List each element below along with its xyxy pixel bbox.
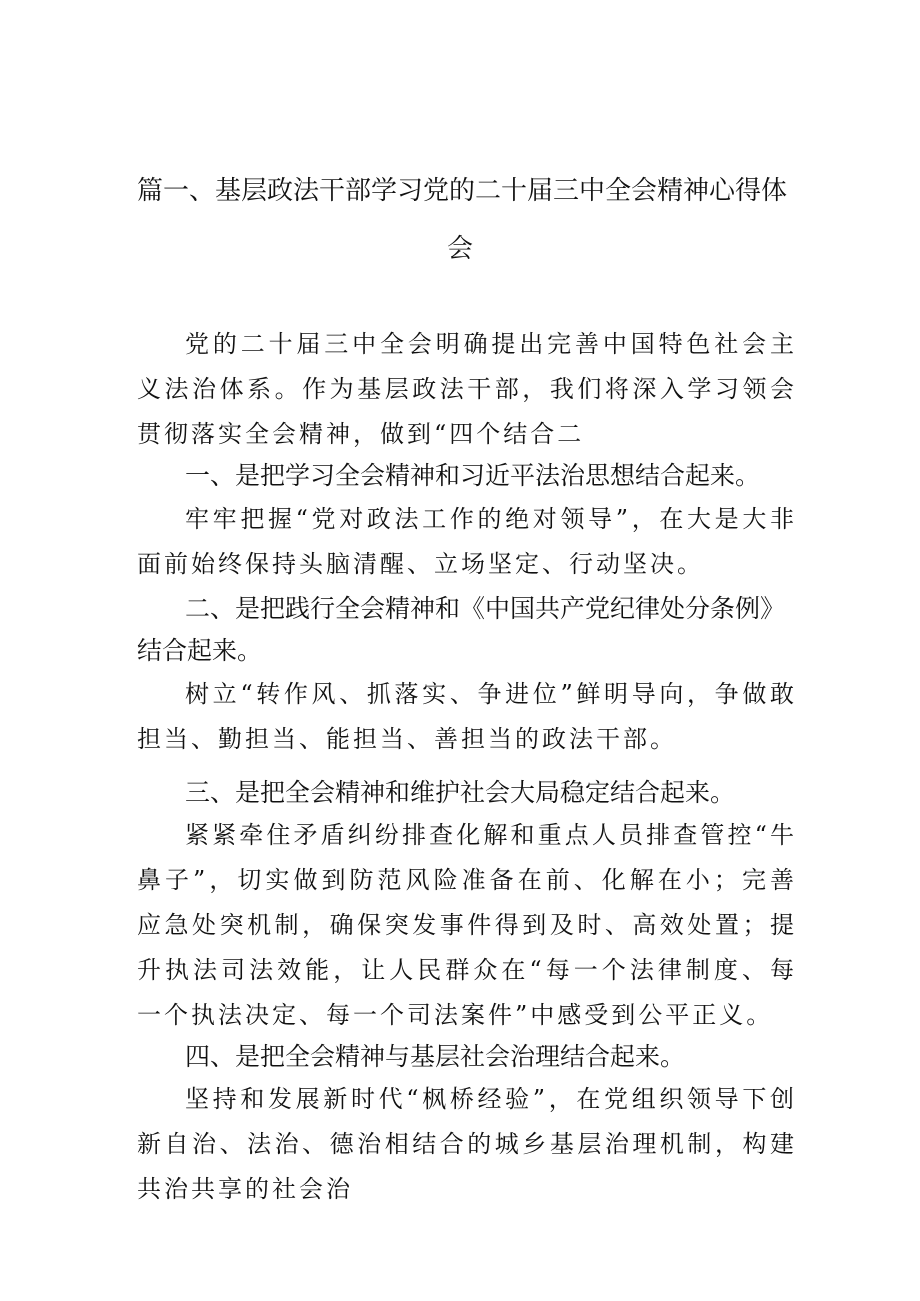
document-title-line-2: 会 — [446, 234, 473, 264]
section-3-heading: 三、是把全会精神和维护社会大局稳定结合起来。 — [185, 778, 736, 807]
section-2-body: 树立“转作风、抓落实、争进位”鲜明导向，争做敢担当、勤担当、能担当、善担当的政法干部。 — [137, 680, 797, 753]
section-1-body: 牢牢把握“党对政法工作的绝对领导”，在大是大非面前始终保持头脑清醒、立场坚定、行动坚决。 — [137, 505, 797, 578]
section-4-heading: 四、是把全会精神与基层社会治理结合起来。 — [185, 1042, 686, 1071]
intro-paragraph: 党的二十届三中全会明确提出完善中国特色社会主义法治体系。作为基层政法干部，我们将深入学习领会贯彻落实全会精神，做到“四个结合二 — [137, 330, 797, 448]
section-1-heading: 一、是把学习全会精神和习近平法治思想结合起来。 — [185, 461, 761, 490]
section-2-heading: 二、是把践行全会精神和《中国共产党纪律处分条例》结合起来。 — [137, 594, 786, 665]
document-title-line-1: 篇一、基层政法干部学习党的二十届三中全会精神心得体 — [137, 176, 788, 206]
section-4-body: 坚持和发展新时代“枫桥经验”，在党组织领导下创新自治、法治、德治相结合的城乡基层治理机制，构建共治共享的社会治 — [137, 1085, 797, 1203]
section-3-body: 紧紧牵住矛盾纠纷排查化解和重点人员排查管控“牛鼻子”，切实做到防范风险准备在前、化解在小；完善应急处突机制，确保突发事件得到及时、高效处置；提升执法司法效能，让人民群众在“每一个法律制度、每一个执法决定、每一个司法案件”中感受到公平正义。 — [137, 821, 797, 1029]
